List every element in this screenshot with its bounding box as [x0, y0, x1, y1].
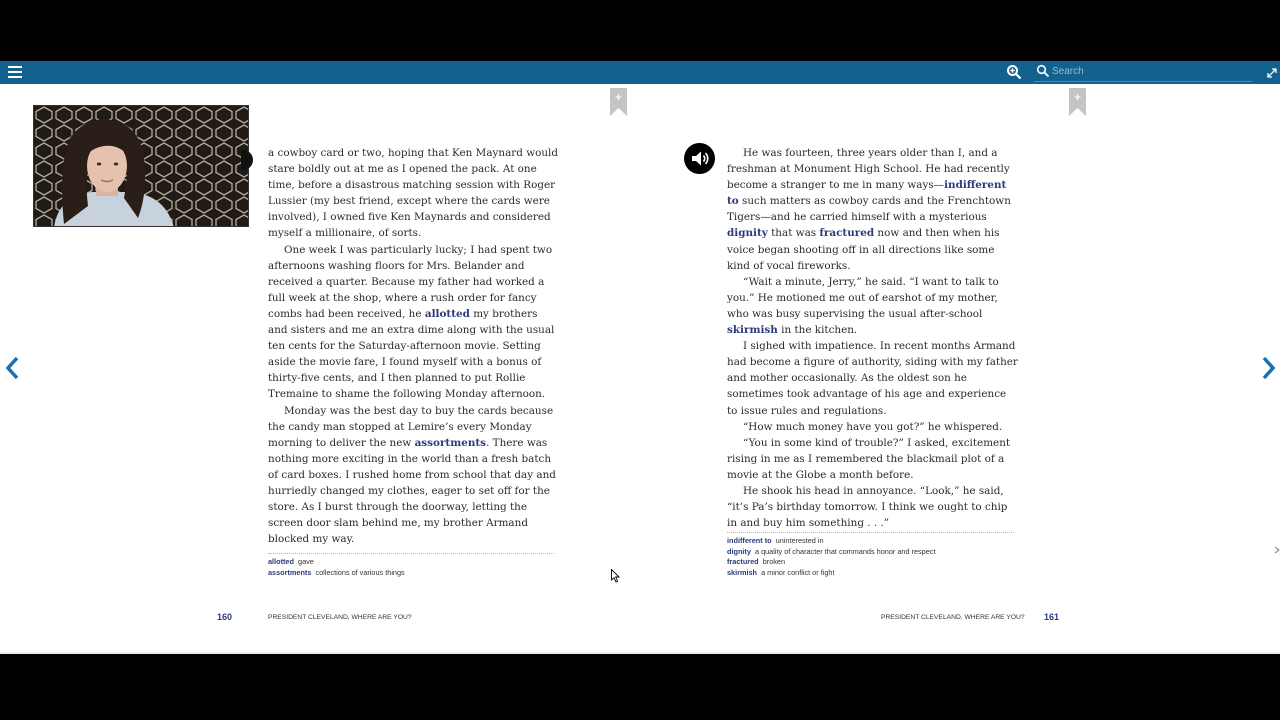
- zoom-icon[interactable]: [1006, 64, 1022, 80]
- speaker-icon: [684, 143, 715, 174]
- bookmark-icon[interactable]: [1069, 88, 1086, 116]
- paragraph: [268, 242, 560, 403]
- next-page-arrow-icon[interactable]: [1261, 355, 1277, 381]
- paragraph: [727, 145, 1019, 274]
- text-run: Monday was the best day to buy the cards because the candy man stopped at Lemire’s every Monday morning to deliver the new: [268, 404, 554, 449]
- glossary-entry: [268, 557, 405, 568]
- text-run: in the kitchen.: [777, 324, 858, 337]
- search-input[interactable]: [1052, 63, 1248, 80]
- glossary-term[interactable]: skirmish: [727, 568, 758, 578]
- search-icon: [1036, 64, 1050, 78]
- text-run: “Wait a minute, Jerry,” he said. “I want to talk to you.” He motioned me out of earshot of my mother, who was busy supervising the usual after-school: [727, 275, 999, 320]
- text-run: One week I was particularly lucky; I had spent two afternoons washing floors for Mrs. Belander and received a quarter. Because my father had worked a full week at the shop, where a rush order for fancy combs had been received, he: [268, 243, 553, 320]
- text-run: now and then when his voice began shooting off in all directions like some kind of vocal fireworks.: [727, 227, 1000, 272]
- glossary-entry: [727, 568, 935, 579]
- collapse-chevron-icon[interactable]: [1274, 546, 1280, 554]
- right-glossary: [727, 536, 935, 579]
- glossary-definition: a minor conflict or fight: [761, 568, 835, 578]
- hamburger-menu-icon[interactable]: [8, 66, 22, 79]
- top-toolbar: [0, 61, 1280, 84]
- glossary-entry: [268, 568, 405, 579]
- running-head-right: PRESIDENT CLEVELAND, WHERE ARE YOU?: [881, 614, 1025, 621]
- webcam-video-overlay: [33, 105, 249, 227]
- paragraph: [727, 483, 1019, 531]
- presenter-video-frame: [34, 106, 249, 227]
- glossary-divider: [268, 553, 554, 554]
- paragraph: [727, 435, 1019, 483]
- vocabulary-link[interactable]: dignity: [727, 227, 768, 240]
- left-glossary: [268, 557, 405, 578]
- glossary-definition: gave: [298, 557, 314, 566]
- glossary-definition: uninterested in: [775, 536, 824, 545]
- glossary-definition: a quality of character that commands honor and respect: [754, 546, 936, 556]
- text-run: my brothers and sisters and me an extra dime along with the usual ten cents for the Saturday-afternoon movie. Setting aside the movie fare, I found myself with a bonus of thirty-five cents, and I then planned to put Rollie Tremaine to shame the following Monday afternoon.: [268, 307, 555, 401]
- vocabulary-link[interactable]: allotted: [424, 307, 470, 320]
- paragraph: [727, 338, 1019, 418]
- paragraph: [727, 274, 1019, 338]
- glossary-definition: collections of various things: [315, 567, 405, 577]
- paragraph: [268, 145, 560, 242]
- previous-page-arrow-icon[interactable]: [4, 355, 20, 381]
- text-run: “You in some kind of trouble?” I asked, excitement rising in me as I remembered the blackmail plot of a movie at the Globe a month before.: [727, 436, 1011, 481]
- page-number-right: 161: [1044, 612, 1060, 622]
- search-box[interactable]: [1034, 63, 1252, 82]
- glossary-divider: [727, 532, 1014, 533]
- text-run: “How much money have you got?” he whispered.: [743, 420, 1003, 433]
- paragraph: [727, 419, 1019, 435]
- glossary-term[interactable]: assortments: [268, 567, 312, 577]
- text-run: He was fourteen, three years older than I, and a freshman at Monument High School. He had recently become a stranger to me in many ways—: [727, 147, 1010, 192]
- glossary-entry: [727, 547, 935, 558]
- glossary-term[interactable]: allotted: [268, 557, 294, 566]
- vocabulary-link[interactable]: skirmish: [727, 324, 778, 337]
- left-page-text: [268, 145, 560, 547]
- right-page-text: [727, 145, 1019, 531]
- glossary-definition: broken: [762, 557, 786, 567]
- text-run: such matters as cowboy cards and the Frenchtown Tigers—and he carried himself with a mysterious: [727, 195, 1011, 224]
- vocabulary-link[interactable]: fractured: [819, 227, 875, 240]
- text-run: that was: [767, 227, 820, 240]
- paragraph: [268, 403, 560, 548]
- text-run: I sighed with impatience. In recent months Armand had become a figure of authority, siding with my father and mother occasionally. As the oldest son he sometimes took advantage of his age and experience to issue rules and regulations.: [727, 340, 1018, 417]
- bookmark-icon[interactable]: [610, 88, 627, 116]
- book-spread: [0, 84, 1280, 652]
- glossary-entry: [727, 536, 935, 547]
- mouse-cursor-icon: [611, 569, 621, 583]
- text-run: . There was nothing more exciting in the world than a fresh batch of card boxes. I rushed home from school that day and hurriedly changed my clothes, eager to set off for the store. As I burst through the doorway, letting the screen door slam behind me, my brother Armand blocked my way.: [268, 436, 556, 546]
- glossary-term[interactable]: indifferent to: [727, 536, 772, 545]
- glossary-entry: [727, 557, 935, 568]
- glossary-term[interactable]: fractured: [727, 557, 759, 567]
- bottom-scroll-strip: [0, 652, 1280, 654]
- vocabulary-link[interactable]: indifferent to: [727, 179, 1007, 208]
- page-number-left: 160: [217, 612, 233, 622]
- text-run: a cowboy card or two, hoping that Ken Maynard would stare boldly out at me as I opened the pack. At one time, before a disastrous matching session with Roger Lussier (my best friend, except where the cards were involved), I owned five Ken Maynards and considered myself a millionaire, of sorts.: [268, 147, 559, 240]
- glossary-term[interactable]: dignity: [727, 546, 751, 556]
- vocabulary-link[interactable]: assortments: [414, 436, 487, 449]
- video-drag-handle[interactable]: [241, 150, 253, 170]
- text-run: He shook his head in annoyance. “Look,” he said, “it’s Pa’s birthday tomorrow. I think we ought to chip in and buy him something . . .”: [727, 484, 1008, 530]
- running-head-left: PRESIDENT CLEVELAND, WHERE ARE YOU?: [268, 614, 412, 621]
- expand-icon[interactable]: [1265, 64, 1279, 80]
- audio-play-button[interactable]: [684, 143, 715, 174]
